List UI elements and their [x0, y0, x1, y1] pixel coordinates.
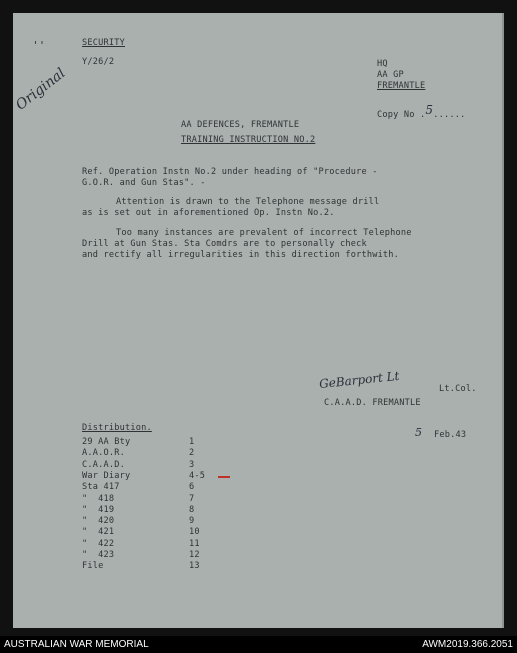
- distribution-heading: Distribution.: [82, 423, 152, 433]
- distribution-recipient: War Diary: [82, 470, 131, 481]
- copy-no-label: Copy No .: [377, 110, 426, 120]
- copy-number: [377, 103, 466, 120]
- footer-institution: AUSTRALIAN WAR MEMORIAL: [4, 639, 149, 650]
- distribution-recipient: " 418: [82, 493, 115, 504]
- doc-title-1: AA DEFENCES, FREMANTLE: [181, 120, 300, 130]
- distribution-recipient: " 422: [82, 538, 115, 549]
- distribution-copy-number: 2: [189, 448, 195, 459]
- distribution-recipient: Sta 417: [82, 482, 120, 493]
- copy-no-value: 5: [425, 103, 434, 117]
- distribution-copy-number: 10: [189, 527, 200, 538]
- distribution-copy-number: 12: [189, 550, 200, 560]
- para-3-line-1: Too many instances are prevalent of incorrect Telephone: [116, 228, 412, 238]
- hq-line-3: FREMANTLE: [377, 81, 426, 91]
- distribution-copy-number: 3: [189, 459, 195, 470]
- para-3-line-3: and rectify all irregularities in this direction forthwith.: [82, 250, 400, 260]
- document-sheet: [13, 13, 504, 628]
- distribution-copy-number: 11: [189, 538, 200, 549]
- signature-title: C.A.A.D. FREMANTLE: [324, 398, 421, 408]
- file-reference: Y/26/2: [82, 57, 115, 67]
- distribution-copy-number: 6: [189, 482, 195, 493]
- distribution-copy-number: 7: [189, 493, 195, 504]
- handwritten-signature: GeBarport Lt: [318, 368, 400, 392]
- footer-accession: AWM2019.366.2051: [422, 639, 513, 650]
- distribution-copy-number: 9: [189, 516, 195, 527]
- para-1-line-2: G.O.R. and Gun Stas". -: [82, 178, 206, 188]
- distribution-copy-number: 13: [189, 561, 200, 572]
- distribution-recipient: " 419: [82, 504, 115, 515]
- margin-mark: ' ': [34, 39, 44, 52]
- para-2-line-1: Attention is drawn to the Telephone message drill: [116, 197, 380, 207]
- para-3-line-2: Drill at Gun Stas. Sta Comdrs are to personally check: [82, 239, 367, 249]
- date-day: 5: [415, 426, 422, 439]
- distribution-recipient: " 421: [82, 527, 115, 538]
- para-2-line-2: as is set out in aforementioned Op. Instn No.2.: [82, 208, 335, 218]
- date-rest: Feb.43: [434, 430, 467, 440]
- red-margin-mark: [218, 476, 230, 478]
- original-handwritten-stamp: Original: [13, 65, 69, 114]
- distribution-recipient: " 423: [82, 550, 115, 560]
- distribution-recipient: 29 AA Bty: [82, 437, 131, 447]
- doc-title-2: TRAINING INSTRUCTION NO.2: [181, 135, 316, 145]
- distribution-copy-number: 4-5: [189, 470, 206, 481]
- signature-rank: Lt.Col.: [439, 384, 477, 394]
- distribution-recipient: " 420: [82, 516, 115, 527]
- distribution-recipient: A.A.O.R.: [82, 448, 125, 459]
- archive-footer: [0, 636, 517, 653]
- distribution-recipient: File: [82, 561, 104, 572]
- security-label: SECURITY: [82, 38, 125, 48]
- distribution-recipient: C.A.A.D.: [82, 459, 125, 470]
- copy-no-dots: ......: [433, 110, 466, 120]
- hq-line-1: HQ: [377, 59, 388, 69]
- distribution-copy-number: 1: [189, 437, 195, 447]
- hq-line-2: AA GP: [377, 70, 404, 80]
- distribution-copy-number: 8: [189, 504, 195, 515]
- para-1-line-1: Ref. Operation Instn No.2 under heading of "Procedure -: [82, 167, 378, 177]
